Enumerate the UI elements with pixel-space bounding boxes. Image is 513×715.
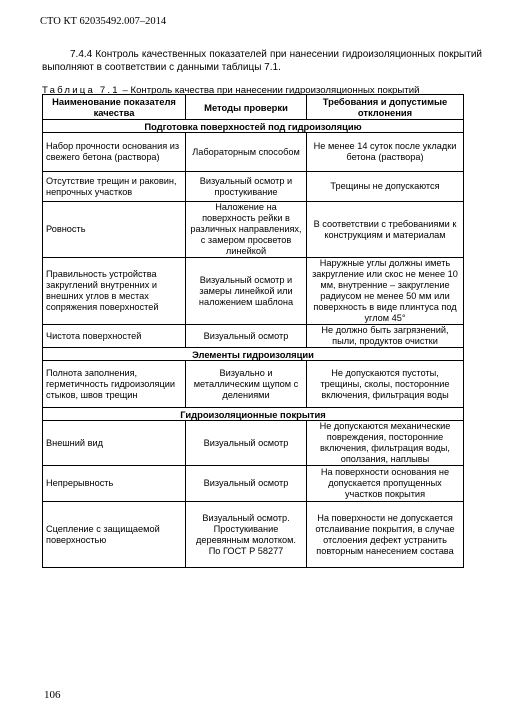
- method-cell: Наложение на поверхность рейки в различных направлениях, с замером просветов линейкой: [186, 202, 307, 258]
- method-cell: Лабораторным способом: [186, 133, 307, 172]
- table-row: [43, 202, 464, 258]
- method-cell: Визуальный осмотр и простукивание: [186, 172, 307, 202]
- requirement-cell: Не менее 14 суток после укладки бетона (раствора): [307, 133, 464, 172]
- section-row: [43, 408, 464, 421]
- indicator-cell: Внешний вид: [43, 421, 186, 466]
- page-number: 106: [44, 689, 61, 701]
- intro-paragraph: [42, 48, 482, 74]
- table-header-row: [43, 95, 464, 120]
- indicator-cell: Набор прочности основания из свежего бетона (раствора): [43, 133, 186, 172]
- table-caption-text: – Контроль качества при нанесении гидроизоляционных покрытий: [119, 85, 420, 96]
- indicator-cell: Полнота заполнения, герметичность гидроизоляции стыков, швов трещин: [43, 361, 186, 408]
- indicator-cell: Ровность: [43, 202, 186, 258]
- method-cell: Визуальный осмотр: [186, 325, 307, 348]
- table-row: [43, 361, 464, 408]
- requirement-cell: Не допускаются механические повреждения, посторонние включения, фильтрация воды, оползания, наплывы: [307, 421, 464, 466]
- column-header: Методы проверки: [186, 95, 307, 120]
- quality-control-table: [42, 94, 464, 568]
- table-body: [43, 95, 464, 568]
- table-row: [43, 466, 464, 502]
- table-row: [43, 421, 464, 466]
- method-cell: Визуально и металлическим щупом с делениями: [186, 361, 307, 408]
- column-header: Требования и допустимые отклонения: [307, 95, 464, 120]
- section-title: Гидроизоляционные покрытия: [43, 408, 464, 421]
- section-title: Подготовка поверхностей под гидроизоляцию: [43, 120, 464, 133]
- section-title: Элементы гидроизоляции: [43, 348, 464, 361]
- column-header: Наименование показателя качества: [43, 95, 186, 120]
- table-caption-label: Таблица 7.1: [42, 85, 120, 96]
- section-row: [43, 120, 464, 133]
- method-cell: Визуальный осмотр и замеры линейкой или наложением шаблона: [186, 258, 307, 325]
- requirement-cell: Не допускаются пустоты, трещины, сколы, посторонние включения, фильтрация воды: [307, 361, 464, 408]
- indicator-cell: Непрерывность: [43, 466, 186, 502]
- indicator-cell: Сцепление с защищаемой поверхностью: [43, 502, 186, 568]
- requirement-cell: Не должно быть загрязнений, пыли, продуктов очистки: [307, 325, 464, 348]
- indicator-cell: Правильность устройства закруглений внутренних и внешних углов в местах сопряжения поверхностей: [43, 258, 186, 325]
- method-cell: Визуальный осмотр. Простукивание деревянным молотком. По ГОСТ Р 58277: [186, 502, 307, 568]
- section-row: [43, 348, 464, 361]
- document-code: СТО КТ 62035492.007–2014: [40, 16, 167, 27]
- requirement-cell: На поверхности основания не допускается пропущенных участков покрытия: [307, 466, 464, 502]
- requirement-cell: Наружные углы должны иметь закругление или скос не менее 10 мм, внутренние – закругление радиусом не менее 50 мм или поверхность в виде плинтуса под углом 45°: [307, 258, 464, 325]
- intro-text: 7.4.4 Контроль качественных показателей при нанесении гидроизоляционных покрытий выполняют в соответствии с данными таблицы 7.1.: [42, 49, 482, 73]
- table-row: [43, 258, 464, 325]
- method-cell: Визуальный осмотр: [186, 466, 307, 502]
- table-row: [43, 133, 464, 172]
- requirement-cell: В соответствии с требованиями к конструкциям и материалам: [307, 202, 464, 258]
- indicator-cell: Чистота поверхностей: [43, 325, 186, 348]
- indicator-cell: Отсутствие трещин и раковин, непрочных участков: [43, 172, 186, 202]
- table-row: [43, 502, 464, 568]
- table-row: [43, 325, 464, 348]
- requirement-cell: На поверхности не допускается отслаивание покрытия, в случае отслоения дефект устранить повторным нанесением состава: [307, 502, 464, 568]
- requirement-cell: Трещины не допускаются: [307, 172, 464, 202]
- method-cell: Визуальный осмотр: [186, 421, 307, 466]
- table-row: [43, 172, 464, 202]
